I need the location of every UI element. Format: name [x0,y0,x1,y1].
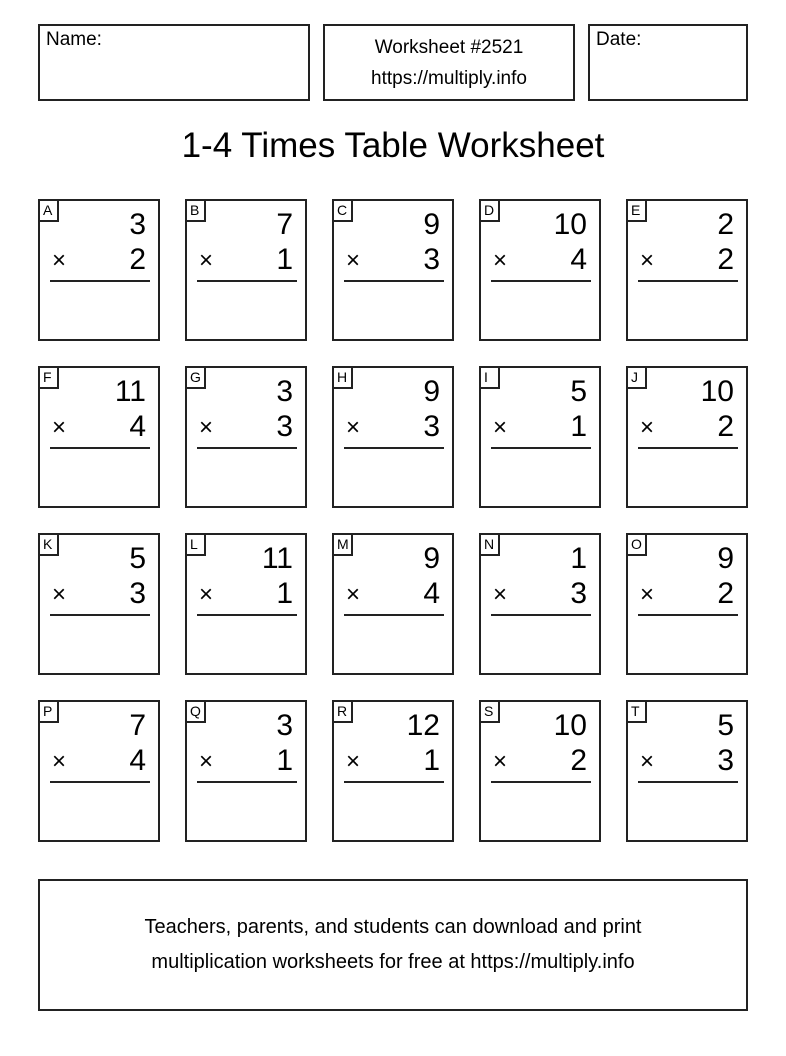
multiplicand: 9 [423,375,440,408]
multiply-sign: × [52,414,67,441]
multiplier: 4 [129,744,146,777]
footer-line-1: Teachers, parents, and students can download and print [144,916,642,938]
problem-card[interactable] [332,700,454,842]
answer-line [50,447,150,449]
multiplicand: 1 [570,542,587,575]
multiplicand: 3 [276,709,293,742]
answer-line [344,781,444,783]
worksheet-info-box [323,24,575,101]
worksheet-url: https://multiply.info [371,68,527,89]
answer-line [638,614,738,616]
answer-line [491,614,591,616]
page-title: 1-4 Times Table Worksheet [181,126,605,165]
problem-card[interactable] [38,199,160,341]
multiplicand: 10 [553,709,587,742]
multiplicand: 10 [553,208,587,241]
problem-letter: A [38,199,59,222]
problem-grid [38,199,750,843]
multiply-sign: × [346,748,361,775]
multiply-sign: × [199,581,214,608]
problem-letter: H [332,366,353,389]
answer-line [50,781,150,783]
multiplier: 3 [423,410,440,443]
problem-card[interactable] [479,533,601,675]
problem-letter: B [185,199,206,222]
multiply-sign: × [493,414,508,441]
multiplicand: 9 [423,542,440,575]
problem-card[interactable] [185,199,307,341]
answer-line [491,447,591,449]
problem-letter: I [479,366,500,389]
multiplier: 2 [129,243,146,276]
multiplicand: 11 [114,375,146,408]
multiplicand: 5 [129,542,146,575]
answer-line [50,280,150,282]
answer-line [197,280,297,282]
multiplier: 3 [423,243,440,276]
multiplicand: 10 [700,375,734,408]
multiply-sign: × [52,748,67,775]
answer-line [638,447,738,449]
multiplicand: 5 [717,709,734,742]
answer-line [638,781,738,783]
multiplicand: 7 [276,208,293,241]
multiply-sign: × [346,581,361,608]
problem-letter: K [38,533,59,556]
problem-card[interactable] [38,533,160,675]
answer-line [344,447,444,449]
multiplier: 1 [570,410,587,443]
problem-letter: D [479,199,500,222]
worksheet-number: Worksheet #2521 [374,37,524,58]
problem-card[interactable] [332,199,454,341]
answer-line [197,614,297,616]
problem-letter: F [38,366,59,389]
problem-letter: E [626,199,647,222]
problem-letter: R [332,700,353,723]
problem-letter: T [626,700,647,723]
multiplier: 3 [570,577,587,610]
problem-letter: G [185,366,206,389]
multiplier: 3 [129,577,146,610]
multiply-sign: × [640,247,655,274]
multiply-sign: × [493,247,508,274]
multiplicand: 3 [129,208,146,241]
date-field-box[interactable] [588,24,748,101]
name-label: Name: [46,29,102,50]
problem-card[interactable] [479,700,601,842]
answer-line [638,280,738,282]
multiplier: 4 [570,243,587,276]
multiplier: 2 [717,577,734,610]
problem-card[interactable] [626,700,748,842]
problem-card[interactable] [185,700,307,842]
problem-card[interactable] [185,366,307,508]
problem-letter: O [626,533,647,556]
answer-line [491,280,591,282]
multiplier: 2 [570,744,587,777]
problem-card[interactable] [626,533,748,675]
multiply-sign: × [52,581,67,608]
multiply-sign: × [346,414,361,441]
multiply-sign: × [52,247,67,274]
answer-line [491,781,591,783]
multiplicand: 5 [570,375,587,408]
multiply-sign: × [199,748,214,775]
problem-letter: N [479,533,500,556]
multiplier: 2 [717,243,734,276]
multiply-sign: × [640,414,655,441]
problem-card[interactable] [479,199,601,341]
multiplier: 1 [276,744,293,777]
problem-card[interactable] [479,366,601,508]
answer-line [197,447,297,449]
problem-card[interactable] [38,700,160,842]
answer-line [50,614,150,616]
multiplicand: 2 [717,208,734,241]
problem-letter: M [332,533,353,556]
multiplier: 1 [276,577,293,610]
multiplier: 2 [717,410,734,443]
multiply-sign: × [640,748,655,775]
problem-card[interactable] [332,533,454,675]
problem-letter: J [626,366,647,389]
footer-box [38,879,748,1011]
footer-line-2: multiplication worksheets for free at https://multiply.info [151,951,635,973]
multiplicand: 3 [276,375,293,408]
answer-line [344,614,444,616]
multiply-sign: × [640,581,655,608]
problem-letter: P [38,700,59,723]
multiplier: 4 [423,577,440,610]
multiplicand: 7 [129,709,146,742]
problem-card[interactable] [332,366,454,508]
multiplicand: 12 [406,709,440,742]
problem-letter: L [185,533,206,556]
problem-letter: S [479,700,500,723]
multiplier: 1 [276,243,293,276]
multiplicand: 11 [261,542,293,575]
problem-card[interactable] [38,366,160,508]
multiplicand: 9 [717,542,734,575]
multiplier: 4 [129,410,146,443]
multiply-sign: × [493,748,508,775]
name-field-box[interactable] [38,24,310,101]
answer-line [197,781,297,783]
date-label: Date: [596,29,642,50]
multiply-sign: × [199,414,214,441]
multiply-sign: × [493,581,508,608]
answer-line [344,280,444,282]
multiplier: 3 [276,410,293,443]
multiplier: 1 [423,744,440,777]
multiplicand: 9 [423,208,440,241]
problem-card[interactable] [626,199,748,341]
multiply-sign: × [346,247,361,274]
problem-letter: C [332,199,353,222]
problem-card[interactable] [185,533,307,675]
multiply-sign: × [199,247,214,274]
multiplier: 3 [717,744,734,777]
problem-card[interactable] [626,366,748,508]
problem-letter: Q [185,700,206,723]
